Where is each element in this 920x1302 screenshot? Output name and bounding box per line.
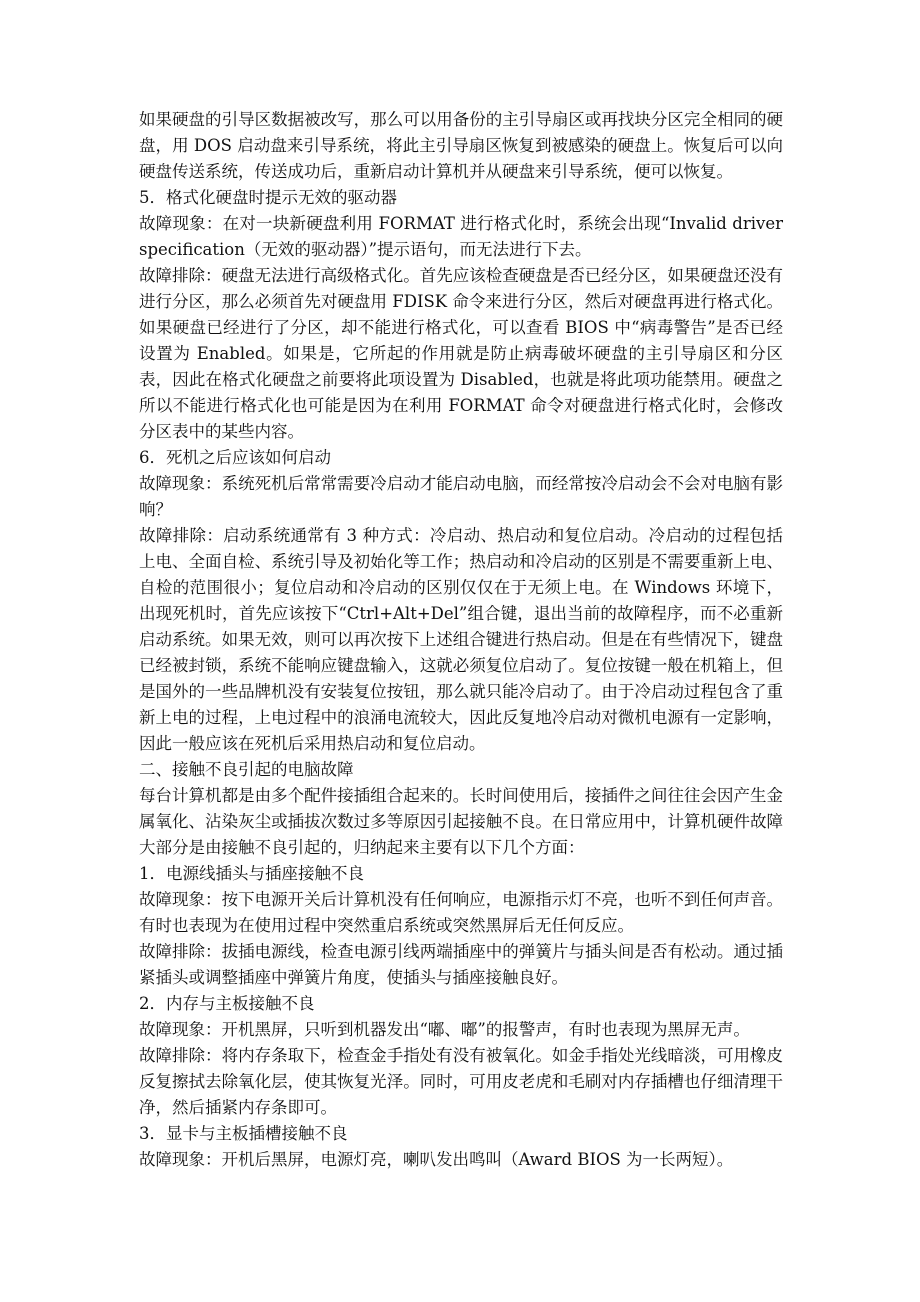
document-page (139, 107, 783, 1173)
paragraph-symptom-graphics: 故障现象：开机后黑屏，电源灯亮，喇叭发出鸣叫（Award BIOS 为一长两短）。 (139, 1150, 734, 1169)
paragraph-symptom-crash: 故障现象：系统死机后常常需要冷启动才能启动电脑，而经常按冷启动会不会对电脑有影响？ (139, 474, 783, 519)
paragraph-symptom-format: 故障现象：在对一块新硬盘利用 FORMAT 进行格式化时，系统会出现“Invalid driver specification（无效的驱动器）”提示语句，而无法进行下去。 (139, 214, 783, 259)
heading-memory-contact: 2．内存与主板接触不良 (139, 994, 315, 1013)
paragraph-restore-boot-sector: 如果硬盘的引导区数据被改写，那么可以用备份的主引导扇区或再找块分区完全相同的硬盘，用 DOS 启动盘来引导系统，将此主引导扇区恢复到被感染的硬盘上。恢复后可以向硬盘传送系统，传送成功后，重新启动计算机并从硬盘来引导系统，便可以恢复。 (139, 110, 783, 181)
heading-graphics-card-contact: 3．显卡与主板插槽接触不良 (139, 1124, 348, 1143)
paragraph-symptom-power: 故障现象：按下电源开关后计算机没有任何响应，电源指示灯不亮，也听不到任何声音。有时也表现为在使用过程中突然重启系统或突然黑屏后无任何反应。 (139, 890, 783, 935)
paragraph-fix-crash: 故障排除：启动系统通常有 3 种方式：冷启动、热启动和复位启动。冷启动的过程包括上电、全面自检、系统引导及初始化等工作；热启动和冷启动的区别是不需要重新上电、自检的范围很小；复位启动和冷启动的区别仅仅在于无须上电。在 Windows 环境下，出现死机时，首先应该按下“Ctrl+Alt+Del”组合键，退出当前的故障程序，而不必重新启动系统。如果无效，则可以再次按下上述组合键进行热启动。但是在有些情况下，键盘已经被封锁，系统不能响应键盘输入，这就必须复位启动了。复位按键一般在机箱上，但是国外的一些品牌机没有安装复位按钮，那么就只能冷启动了。由于冷启动过程包含了重新上电的过程，上电过程中的浪涌电流较大，因此反复地冷启动对微机电源有一定影响，因此一般应该在死机后采用热启动和复位启动。 (139, 526, 783, 753)
paragraph-symptom-memory: 故障现象：开机黑屏，只听到机器发出“嘟、嘟”的报警声，有时也表现为黑屏无声。 (139, 1020, 750, 1039)
heading-restart-after-crash: 6．死机之后应该如何启动 (139, 448, 331, 467)
heading-power-plug: 1．电源线插头与插座接触不良 (139, 864, 364, 883)
paragraph-poor-contact-intro: 每台计算机都是由多个配件接插组合起来的。长时间使用后，接插件之间往往会因产生金属氧化、沾染灰尘或插拔次数过多等原因引起接触不良。在日常应用中，计算机硬件故障大部分是由接触不良引起的，归纳起来主要有以下几个方面： (139, 786, 783, 857)
paragraph-fix-memory: 故障排除：将内存条取下，检查金手指处有没有被氧化。如金手指处光线暗淡，可用橡皮反复擦拭去除氧化层，使其恢复光泽。同时，可用皮老虎和毛刷对内存插槽也仔细清理干净，然后插紧内存条即可。 (139, 1046, 783, 1117)
section-heading-poor-contact: 二、接触不良引起的电脑故障 (139, 760, 354, 779)
heading-format-invalid-drive: 5．格式化硬盘时提示无效的驱动器 (139, 188, 397, 207)
paragraph-fix-format: 故障排除：硬盘无法进行高级格式化。首先应该检查硬盘是否已经分区，如果硬盘还没有进行分区，那么必须首先对硬盘用 FDISK 命令来进行分区，然后对硬盘再进行格式化。如果硬盘已经进行了分区，却不能进行格式化，可以查看 BIOS 中“病毒警告”是否已经设置为 Enabled。如果是，它所起的作用就是防止病毒破坏硬盘的主引导扇区和分区表，因此在格式化硬盘之前要将此项设置为 Disabled，也就是将此项功能禁用。硬盘之所以不能进行格式化也可能是因为在利用 FORMAT 命令对硬盘进行格式化时，会修改分区表中的某些内容。 (139, 266, 783, 441)
paragraph-fix-power: 故障排除：拔插电源线，检查电源引线两端插座中的弹簧片与插头间是否有松动。通过插紧插头或调整插座中弹簧片角度，使插头与插座接触良好。 (139, 942, 783, 987)
